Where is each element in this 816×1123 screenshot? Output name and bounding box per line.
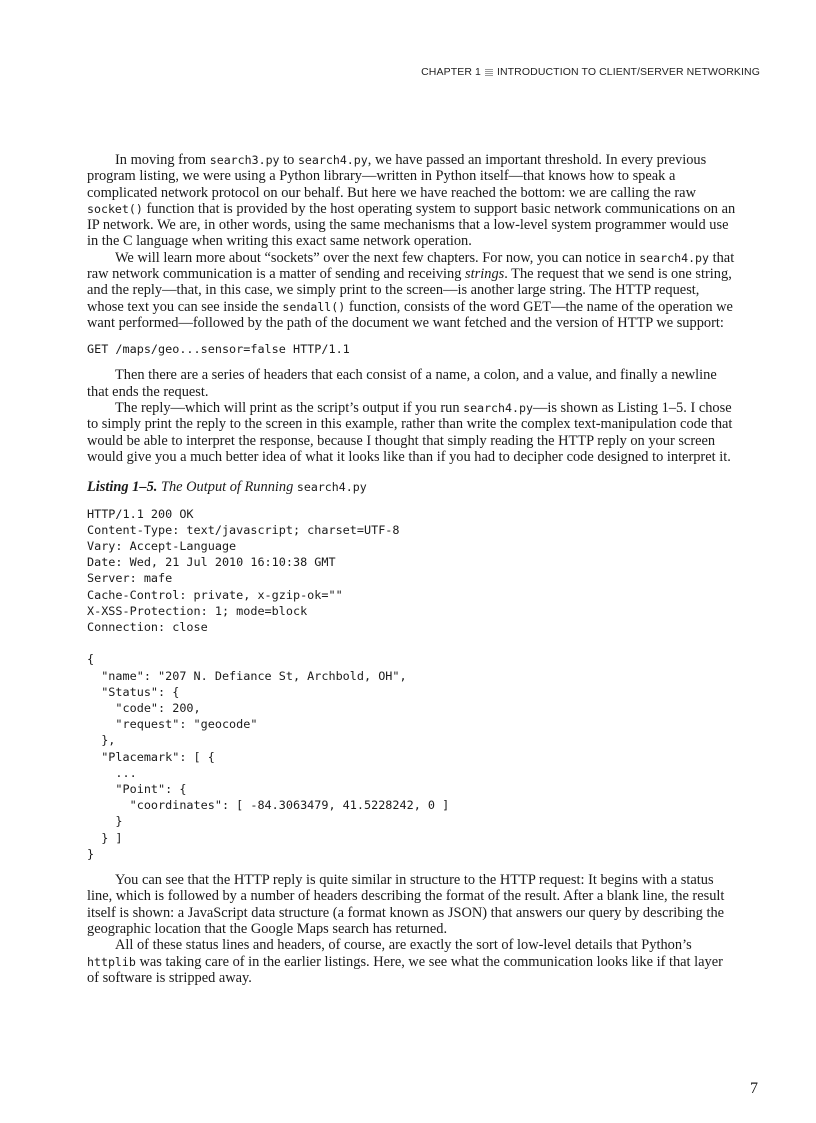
separator-square-icon <box>485 68 493 76</box>
inline-code: sendall() <box>282 299 346 314</box>
paragraph-4: The reply—which will print as the script’s output if you run search4.py—is shown as Listing 1–5. I chose to simply print the reply to the screen in this example, rather than write the complex text-manipulation code that would be able to interpret the response, because I thought that simply reading the HTTP reply on your screen would give you a much better idea of what it looks like than if you had to decipher code designed to interpret it. <box>87 400 733 465</box>
inline-code: socket() <box>87 201 143 216</box>
running-header <box>421 66 760 78</box>
emphasis: strings <box>465 266 505 283</box>
inline-code: search4.py <box>639 250 710 265</box>
inline-code: httplib <box>87 954 136 969</box>
inline-code: search4.py <box>297 153 368 167</box>
inline-code: search3.py <box>209 153 280 167</box>
paragraph-3: Then there are a series of headers that each consist of a name, a colon, and a value, and finally a newline that ends the request. <box>87 367 717 400</box>
request-line-code: GET /maps/geo...sensor=false HTTP/1.1 <box>87 342 350 357</box>
page-number: 7 <box>750 1080 758 1097</box>
listing-label: Listing 1–5. <box>87 479 158 496</box>
listing-file: search4.py <box>296 480 367 495</box>
paragraph-6: All of these status lines and headers, of course, are exactly the sort of low-level details that Python’s httplib was taking care of in the earlier listings. Here, we see what the communication looks like if that layer of software is stripped away. <box>87 937 723 986</box>
paragraph-2: We will learn more about “sockets” over the next few chapters. For now, you can notice in search4.py that raw network communication is a matter of sending and receiving strings. The request that we send is one string, and the reply—that, in this case, we simply print to the screen—is another large string. The HTTP request, whose text you can see inside the sendall() function, consists of the word GET—the name of the operation we want performed—followed by the path of the document we want fetched and the version of HTTP we support: <box>87 249 735 331</box>
chapter-label: CHAPTER 1 <box>421 66 481 78</box>
listing-title: The Output of Running <box>157 479 297 496</box>
chapter-title: INTRODUCTION TO CLIENT/SERVER NETWORKING <box>496 66 760 78</box>
paragraph-1: In moving from search3.py to search4.py, we have passed an important threshold. In every previous program listing, we were using a Python library—written in Python itself—that knows how to speak a complicated network protocol on our behalf. But here we have reached the bottom: we are calling the raw socket() function that is provided by the host operating system to support basic network communications on an IP network. We are, in other words, using the same mechanisms that a low-level system programmer would use in the C language when writing this exact same network operation. <box>87 152 736 250</box>
paragraph-5: You can see that the HTTP reply is quite similar in structure to the HTTP request: It begins with a status line, which is followed by a number of headers describing the format of the result. After a blank line, the result itself is shown: a JavaScript data structure (a format known as JSON) that answers our query by describing the geographic location that the Google Maps search has returned. <box>87 872 725 937</box>
listing-caption <box>87 479 737 495</box>
inline-code: search4.py <box>463 401 533 416</box>
listing-code-block: HTTP/1.1 200 OK Content-Type: text/javascript; charset=UTF-8 Vary: Accept-Language Date: Wed, 21 Jul 2010 16:10:38 GMT Server: mafe Cache-Control: private, x-gzip-ok="" X-XSS-Protection: 1; mode=block Connection: close { "name": "207 N. Defiance St, Archbold, OH", "Status": { "code": 200, "request": "geocode" }, "Placemark": [ { ... "Point": { "coordinates": [ -84.3063479, 41.5228242, 0 ] } } ] } <box>87 506 450 861</box>
page-body <box>87 152 737 986</box>
